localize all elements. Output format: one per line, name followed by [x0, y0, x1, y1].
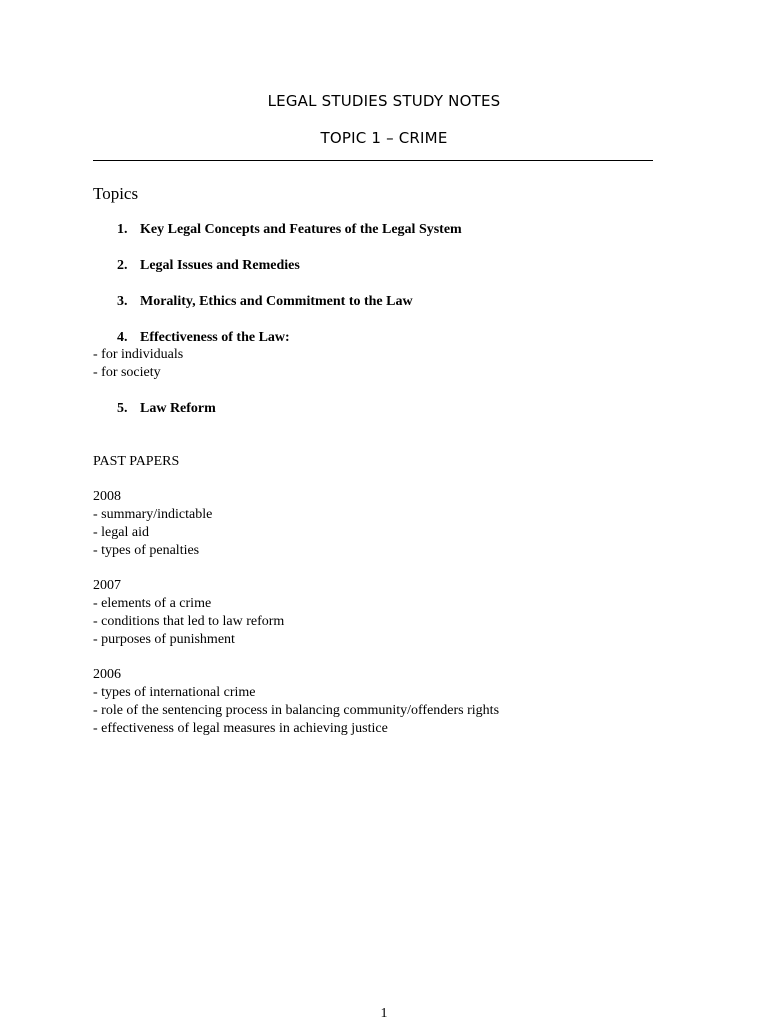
title-divider [93, 160, 653, 161]
topic-item [117, 330, 290, 346]
topic-label: Legal Issues and Remedies [140, 258, 300, 273]
past-paper-item: - summary/indictable [93, 507, 213, 522]
topic-number: 3. [117, 294, 128, 309]
past-paper-item: - role of the sentencing process in balancing community/offenders rights [93, 703, 500, 718]
topic-label: Effectiveness of the Law: [140, 330, 290, 345]
past-paper-item: - legal aid [93, 525, 149, 540]
past-paper-item: - conditions that led to law reform [93, 614, 285, 629]
document-subtitle: TOPIC 1 – CRIME [320, 129, 448, 147]
past-paper-year: 2007 [93, 578, 121, 593]
topic-label: Key Legal Concepts and Features of the Legal System [140, 222, 462, 237]
topic-item [117, 294, 413, 310]
topic-label: Law Reform [140, 401, 216, 416]
topic-subitem: - for society [93, 365, 161, 380]
past-papers-heading: PAST PAPERS [93, 454, 180, 469]
topic-item [117, 258, 300, 274]
topic-label: Morality, Ethics and Commitment to the Law [140, 294, 413, 309]
page-number: 1 [380, 1006, 388, 1021]
past-paper-item: - elements of a crime [93, 596, 212, 611]
document-title: LEGAL STUDIES STUDY NOTES [267, 92, 501, 110]
topic-number: 2. [117, 258, 128, 273]
topic-subitem: - for individuals [93, 347, 184, 362]
past-paper-year: 2006 [93, 667, 121, 682]
past-paper-year: 2008 [93, 489, 121, 504]
past-paper-item: - types of international crime [93, 685, 256, 700]
past-paper-item: - effectiveness of legal measures in achieving justice [93, 721, 388, 736]
topic-item [117, 222, 462, 238]
topic-number: 5. [117, 401, 128, 416]
past-paper-item: - types of penalties [93, 543, 200, 558]
past-paper-item: - purposes of punishment [93, 632, 235, 647]
topic-item [117, 401, 216, 417]
topic-number: 4. [117, 330, 128, 345]
topic-number: 1. [117, 222, 128, 237]
topics-heading: Topics [93, 184, 139, 203]
